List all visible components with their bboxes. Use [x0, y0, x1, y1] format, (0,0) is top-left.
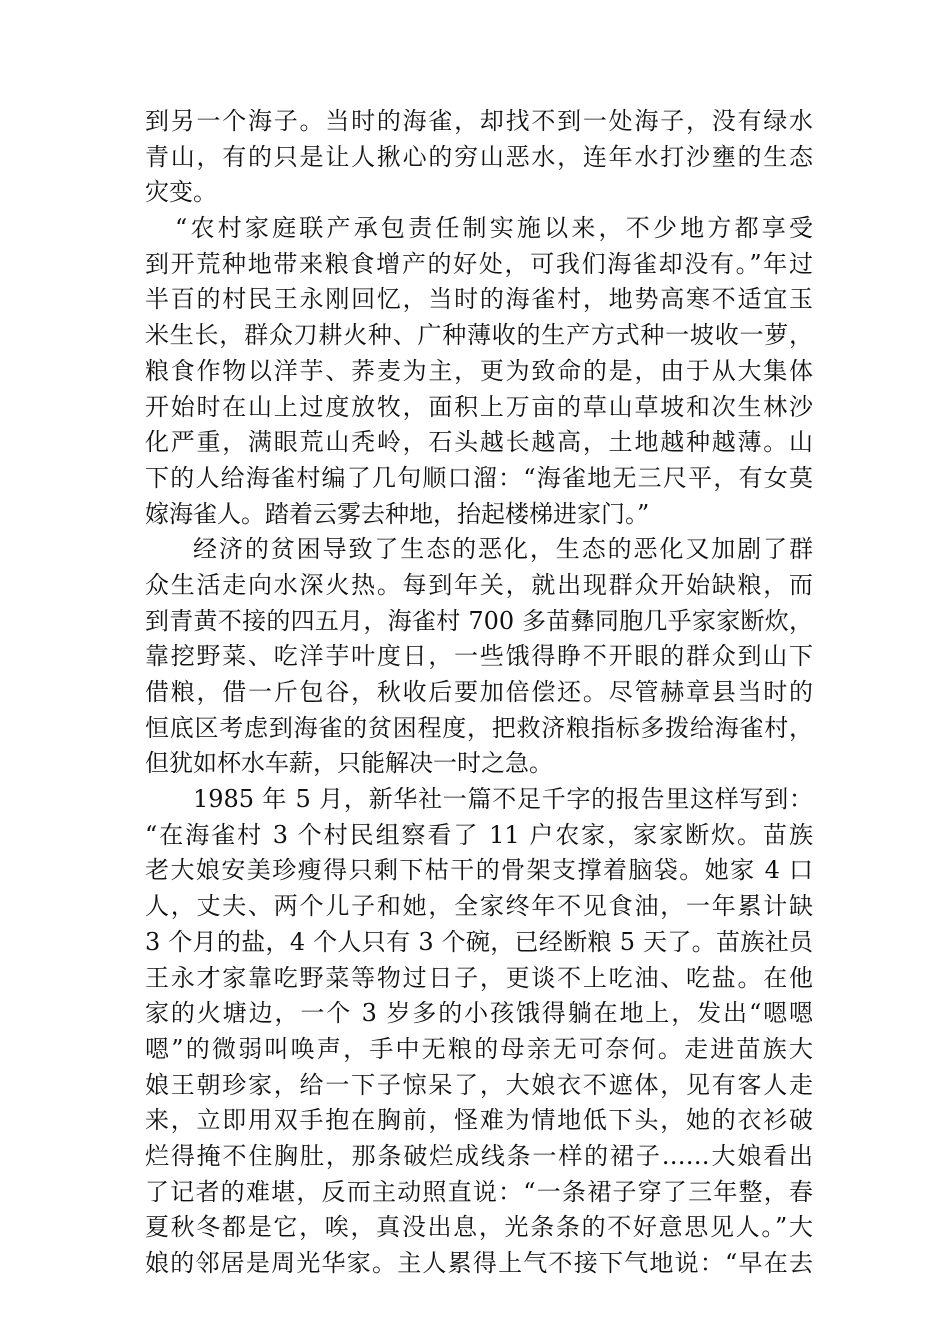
text-line: 娘王朝珍家，给一下子惊呆了，大娘衣不遮体，见有客人走 [145, 1070, 813, 1099]
text-line: 靠挖野菜、吃洋芋叶度日，一些饿得睁不开眼的群众到山下 [145, 642, 813, 671]
text-line: 夏秋冬都是它，唉，真没出息，光条条的不好意思见人。”大 [145, 1213, 813, 1242]
text-line: 家的火塘边，一个 3 岁多的小孩饿得躺在地上，发出“嗯嗯 [145, 999, 813, 1028]
text-line: 1985 年 5 月，新华社一篇不足千字的报告里这样写到： [193, 785, 813, 814]
text-line: 3 个月的盐，4 个人只有 3 个碗，已经断粮 5 天了。苗族社员 [145, 927, 813, 956]
text-line: 开始时在山上过度放牧，面积上万亩的草山草坡和次生林沙 [145, 392, 813, 421]
text-line: 娘的邻居是周光华家。主人累得上气不接下气地说：“早在去 [145, 1249, 813, 1277]
text-line: 来，立即用双手抱在胸前，怪难为情地低下头，她的衣衫破 [145, 1106, 813, 1135]
text-line: 粮食作物以洋芋、荞麦为主，更为致命的是，由于从大集体 [145, 356, 813, 385]
text-line: 了记者的难堪，反而主动照直说：“一条裙子穿了三年整，春 [145, 1177, 813, 1206]
text-line: 王永才家靠吃野菜等物过日子，更谈不上吃油、吃盐。在他 [145, 963, 813, 992]
text-line: 众生活走向水深火热。每到年关，就出现群众开始缺粮，而 [145, 570, 813, 599]
text-line: 恒底区考虑到海雀的贫困程度，把救济粮指标多拨给海雀村， [145, 713, 813, 742]
text-line: 到另一个海子。当时的海雀，却找不到一处海子，没有绿水 [145, 107, 813, 135]
text-line: 烂得掩不住胸肚，那条破烂成线条一样的裙子……大娘看出 [145, 1141, 813, 1170]
text-line: 下的人给海雀村编了几句顺口溜：“海雀地无三尺平，有女莫 [145, 463, 813, 492]
text-line: “在海雀村 3 个村民组察看了 11 户农家，家家断炊。苗族 [145, 820, 813, 849]
text-line: 青山，有的只是让人揪心的穷山恶水，连年水打沙壅的生态 [145, 142, 813, 171]
text-line: 嫁海雀人。踏着云雾去种地，抬起楼梯进家门。” [145, 499, 650, 528]
text-line: 米生长，群众刀耕火种、广种薄收的生产方式种一坡收一萝， [145, 321, 813, 350]
article-body [145, 104, 813, 1282]
text-line: 人，丈夫、两个儿子和她，全家终年不见食油，一年累计缺 [145, 892, 813, 921]
text-line: 化严重，满眼荒山秃岭，石头越长越高，土地越种越薄。山 [145, 428, 813, 457]
text-line: 嗯”的微弱叫唤声，手中无粮的母亲无可奈何。走进苗族大 [145, 1034, 813, 1063]
text-line: “农村家庭联产承包责任制实施以来，不少地方都享受 [175, 214, 813, 243]
text-line: 半百的村民王永刚回忆，当时的海雀村，地势高寒不适宜玉 [145, 285, 813, 314]
text-line: 灾变。 [145, 178, 217, 207]
text-line: 到青黄不接的四五月，海雀村 700 多苗彝同胞几乎家家断炊， [145, 606, 813, 635]
text-line: 经济的贫困导致了生态的恶化，生态的恶化又加剧了群 [193, 535, 813, 564]
text-line: 老大娘安美珍瘦得只剩下枯干的骨架支撑着脑袋。她家 4 口 [145, 856, 813, 885]
text-line: 但犹如杯水车薪，只能解决一时之急。 [145, 749, 553, 778]
text-line: 借粮，借一斤包谷，秋收后要加倍偿还。尽管赫章县当时的 [145, 678, 813, 706]
text-line: 到开荒种地带来粮食增产的好处，可我们海雀却没有。”年过 [145, 249, 813, 278]
